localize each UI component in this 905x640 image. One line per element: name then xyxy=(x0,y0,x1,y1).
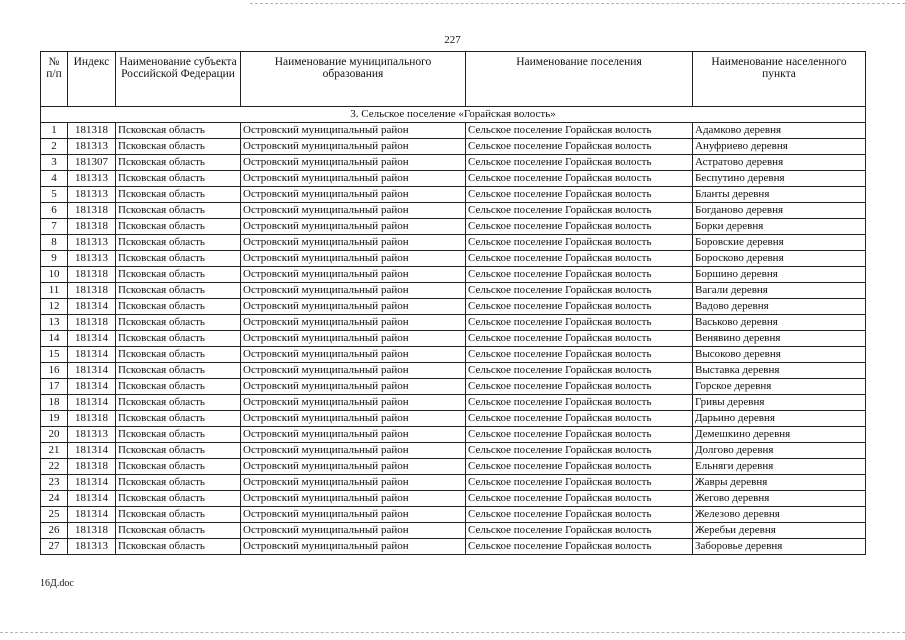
cell-locality: Демешкино деревня xyxy=(693,427,866,443)
cell-settlement: Сельское поселение Горайская волость xyxy=(466,363,693,379)
table-row xyxy=(41,507,866,523)
cell-locality: Гривы деревня xyxy=(693,395,866,411)
cell-settlement: Сельское поселение Горайская волость xyxy=(466,251,693,267)
cell-num: 6 xyxy=(41,203,68,219)
cell-subject: Псковская область xyxy=(116,283,241,299)
cell-settlement: Сельское поселение Горайская волость xyxy=(466,331,693,347)
cell-settlement: Сельское поселение Горайская волость xyxy=(466,395,693,411)
cell-settlement: Сельское поселение Горайская волость xyxy=(466,203,693,219)
cell-locality: Богданово деревня xyxy=(693,203,866,219)
cell-subject: Псковская область xyxy=(116,507,241,523)
table-row xyxy=(41,539,866,555)
cell-index: 181318 xyxy=(68,203,116,219)
cell-index: 181314 xyxy=(68,507,116,523)
cell-settlement: Сельское поселение Горайская волость xyxy=(466,507,693,523)
cell-index: 181314 xyxy=(68,363,116,379)
cell-num: 24 xyxy=(41,491,68,507)
table-row xyxy=(41,299,866,315)
cell-municipality: Островский муниципальный район xyxy=(241,443,466,459)
scan-artifact-bottom xyxy=(0,632,905,633)
cell-locality: Жавры деревня xyxy=(693,475,866,491)
cell-index: 181318 xyxy=(68,219,116,235)
table-row xyxy=(41,395,866,411)
cell-locality: Долгово деревня xyxy=(693,443,866,459)
cell-locality: Жеребьи деревня xyxy=(693,523,866,539)
cell-index: 181313 xyxy=(68,251,116,267)
cell-municipality: Островский муниципальный район xyxy=(241,123,466,139)
cell-locality: Ануфриево деревня xyxy=(693,139,866,155)
cell-index: 181314 xyxy=(68,379,116,395)
cell-municipality: Островский муниципальный район xyxy=(241,171,466,187)
cell-municipality: Островский муниципальный район xyxy=(241,139,466,155)
cell-index: 181314 xyxy=(68,347,116,363)
cell-index: 181307 xyxy=(68,155,116,171)
cell-municipality: Островский муниципальный район xyxy=(241,283,466,299)
cell-municipality: Островский муниципальный район xyxy=(241,203,466,219)
cell-subject: Псковская область xyxy=(116,395,241,411)
cell-settlement: Сельское поселение Горайская волость xyxy=(466,475,693,491)
cell-num: 8 xyxy=(41,235,68,251)
cell-index: 181314 xyxy=(68,299,116,315)
cell-index: 181318 xyxy=(68,315,116,331)
table-header-row xyxy=(41,52,866,107)
header-municipality: Наименование муниципального образования xyxy=(241,52,466,107)
cell-locality: Железово деревня xyxy=(693,507,866,523)
cell-index: 181318 xyxy=(68,523,116,539)
cell-municipality: Островский муниципальный район xyxy=(241,507,466,523)
cell-locality: Беспутино деревня xyxy=(693,171,866,187)
section-title: 3. Сельское поселение «Горайская волость» xyxy=(41,107,866,123)
cell-subject: Псковская область xyxy=(116,203,241,219)
cell-settlement: Сельское поселение Горайская волость xyxy=(466,299,693,315)
cell-locality: Горское деревня xyxy=(693,379,866,395)
cell-index: 181314 xyxy=(68,395,116,411)
header-subject: Наименование субъекта Российской Федерации xyxy=(116,52,241,107)
cell-municipality: Островский муниципальный район xyxy=(241,331,466,347)
cell-subject: Псковская область xyxy=(116,315,241,331)
cell-num: 12 xyxy=(41,299,68,315)
cell-settlement: Сельское поселение Горайская волость xyxy=(466,411,693,427)
cell-num: 11 xyxy=(41,283,68,299)
cell-municipality: Островский муниципальный район xyxy=(241,347,466,363)
cell-settlement: Сельское поселение Горайская волость xyxy=(466,427,693,443)
cell-settlement: Сельское поселение Горайская волость xyxy=(466,491,693,507)
cell-settlement: Сельское поселение Горайская волость xyxy=(466,539,693,555)
cell-municipality: Островский муниципальный район xyxy=(241,299,466,315)
table-row xyxy=(41,251,866,267)
cell-municipality: Островский муниципальный район xyxy=(241,539,466,555)
footer-filename: 16Д.doc xyxy=(40,578,74,589)
cell-num: 15 xyxy=(41,347,68,363)
cell-subject: Псковская область xyxy=(116,331,241,347)
cell-index: 181318 xyxy=(68,459,116,475)
cell-municipality: Островский муниципальный район xyxy=(241,475,466,491)
cell-locality: Жегово деревня xyxy=(693,491,866,507)
table-row xyxy=(41,523,866,539)
table-row xyxy=(41,283,866,299)
cell-locality: Вагали деревня xyxy=(693,283,866,299)
cell-num: 22 xyxy=(41,459,68,475)
cell-subject: Псковская область xyxy=(116,379,241,395)
cell-municipality: Островский муниципальный район xyxy=(241,251,466,267)
cell-municipality: Островский муниципальный район xyxy=(241,155,466,171)
cell-subject: Псковская область xyxy=(116,475,241,491)
cell-num: 20 xyxy=(41,427,68,443)
cell-locality: Борки деревня xyxy=(693,219,866,235)
cell-municipality: Островский муниципальный район xyxy=(241,267,466,283)
cell-municipality: Островский муниципальный район xyxy=(241,363,466,379)
cell-settlement: Сельское поселение Горайская волость xyxy=(466,443,693,459)
cell-num: 2 xyxy=(41,139,68,155)
cell-locality: Боросково деревня xyxy=(693,251,866,267)
cell-index: 181314 xyxy=(68,475,116,491)
cell-locality: Боровские деревня xyxy=(693,235,866,251)
cell-settlement: Сельское поселение Горайская волость xyxy=(466,283,693,299)
table-row xyxy=(41,235,866,251)
cell-index: 181318 xyxy=(68,283,116,299)
table-row xyxy=(41,491,866,507)
section-title-row xyxy=(41,107,866,123)
cell-num: 14 xyxy=(41,331,68,347)
cell-settlement: Сельское поселение Горайская волость xyxy=(466,235,693,251)
header-num: № п/п xyxy=(41,52,68,107)
cell-index: 181318 xyxy=(68,411,116,427)
cell-settlement: Сельское поселение Горайская волость xyxy=(466,219,693,235)
cell-num: 21 xyxy=(41,443,68,459)
cell-subject: Псковская область xyxy=(116,411,241,427)
cell-num: 25 xyxy=(41,507,68,523)
table-row xyxy=(41,315,866,331)
cell-settlement: Сельское поселение Горайская волость xyxy=(466,523,693,539)
cell-index: 181313 xyxy=(68,539,116,555)
cell-municipality: Островский муниципальный район xyxy=(241,395,466,411)
cell-municipality: Островский муниципальный район xyxy=(241,411,466,427)
scan-artifact-top xyxy=(250,3,905,4)
cell-locality: Бланты деревня xyxy=(693,187,866,203)
table-row xyxy=(41,219,866,235)
cell-municipality: Островский муниципальный район xyxy=(241,523,466,539)
cell-index: 181314 xyxy=(68,443,116,459)
cell-num: 1 xyxy=(41,123,68,139)
cell-num: 3 xyxy=(41,155,68,171)
cell-index: 181318 xyxy=(68,123,116,139)
table-row xyxy=(41,155,866,171)
cell-locality: Дарьино деревня xyxy=(693,411,866,427)
cell-settlement: Сельское поселение Горайская волость xyxy=(466,171,693,187)
cell-num: 19 xyxy=(41,411,68,427)
cell-index: 181314 xyxy=(68,491,116,507)
cell-municipality: Островский муниципальный район xyxy=(241,219,466,235)
table-row xyxy=(41,427,866,443)
cell-municipality: Островский муниципальный район xyxy=(241,491,466,507)
page-number: 227 xyxy=(444,34,461,46)
cell-locality: Венявино деревня xyxy=(693,331,866,347)
cell-subject: Псковская область xyxy=(116,459,241,475)
localities-table xyxy=(40,51,866,555)
cell-index: 181313 xyxy=(68,187,116,203)
cell-locality: Вадово деревня xyxy=(693,299,866,315)
cell-settlement: Сельское поселение Горайская волость xyxy=(466,315,693,331)
cell-settlement: Сельское поселение Горайская волость xyxy=(466,267,693,283)
cell-settlement: Сельское поселение Горайская волость xyxy=(466,459,693,475)
cell-municipality: Островский муниципальный район xyxy=(241,187,466,203)
cell-num: 4 xyxy=(41,171,68,187)
table-row xyxy=(41,443,866,459)
table-row xyxy=(41,331,866,347)
table-row xyxy=(41,475,866,491)
cell-municipality: Островский муниципальный район xyxy=(241,459,466,475)
cell-settlement: Сельское поселение Горайская волость xyxy=(466,155,693,171)
cell-index: 181318 xyxy=(68,267,116,283)
table-row xyxy=(41,459,866,475)
header-index: Индекс xyxy=(68,52,116,107)
cell-index: 181313 xyxy=(68,139,116,155)
cell-num: 9 xyxy=(41,251,68,267)
cell-subject: Псковская область xyxy=(116,139,241,155)
cell-num: 26 xyxy=(41,523,68,539)
cell-subject: Псковская область xyxy=(116,187,241,203)
cell-index: 181314 xyxy=(68,331,116,347)
cell-subject: Псковская область xyxy=(116,219,241,235)
cell-num: 10 xyxy=(41,267,68,283)
cell-subject: Псковская область xyxy=(116,539,241,555)
cell-locality: Васьково деревня xyxy=(693,315,866,331)
cell-num: 7 xyxy=(41,219,68,235)
cell-num: 27 xyxy=(41,539,68,555)
cell-subject: Псковская область xyxy=(116,267,241,283)
cell-municipality: Островский муниципальный район xyxy=(241,315,466,331)
cell-num: 23 xyxy=(41,475,68,491)
table-row xyxy=(41,139,866,155)
cell-municipality: Островский муниципальный район xyxy=(241,379,466,395)
cell-locality: Высоково деревня xyxy=(693,347,866,363)
table-row xyxy=(41,187,866,203)
cell-num: 13 xyxy=(41,315,68,331)
cell-settlement: Сельское поселение Горайская волость xyxy=(466,139,693,155)
cell-num: 5 xyxy=(41,187,68,203)
cell-municipality: Островский муниципальный район xyxy=(241,427,466,443)
table-row xyxy=(41,411,866,427)
cell-subject: Псковская область xyxy=(116,299,241,315)
table-row xyxy=(41,203,866,219)
cell-settlement: Сельское поселение Горайская волость xyxy=(466,187,693,203)
cell-settlement: Сельское поселение Горайская волость xyxy=(466,123,693,139)
cell-subject: Псковская область xyxy=(116,251,241,267)
cell-index: 181313 xyxy=(68,171,116,187)
cell-subject: Псковская область xyxy=(116,155,241,171)
cell-num: 16 xyxy=(41,363,68,379)
cell-settlement: Сельское поселение Горайская волость xyxy=(466,347,693,363)
cell-num: 18 xyxy=(41,395,68,411)
cell-subject: Псковская область xyxy=(116,491,241,507)
table-row xyxy=(41,171,866,187)
table-row xyxy=(41,379,866,395)
cell-num: 17 xyxy=(41,379,68,395)
cell-locality: Выставка деревня xyxy=(693,363,866,379)
cell-locality: Боршино деревня xyxy=(693,267,866,283)
cell-locality: Ельняги деревня xyxy=(693,459,866,475)
cell-municipality: Островский муниципальный район xyxy=(241,235,466,251)
cell-locality: Астратово деревня xyxy=(693,155,866,171)
cell-index: 181313 xyxy=(68,235,116,251)
cell-settlement: Сельское поселение Горайская волость xyxy=(466,379,693,395)
cell-subject: Псковская область xyxy=(116,235,241,251)
table-row xyxy=(41,347,866,363)
cell-locality: Заборовье деревня xyxy=(693,539,866,555)
header-locality: Наименование населенного пункта xyxy=(693,52,866,107)
table-row xyxy=(41,267,866,283)
table-row xyxy=(41,123,866,139)
cell-subject: Псковская область xyxy=(116,363,241,379)
cell-locality: Адамково деревня xyxy=(693,123,866,139)
cell-subject: Псковская область xyxy=(116,523,241,539)
header-settlement: Наименование поселения xyxy=(466,52,693,107)
cell-subject: Псковская область xyxy=(116,443,241,459)
cell-subject: Псковская область xyxy=(116,123,241,139)
cell-index: 181313 xyxy=(68,427,116,443)
cell-subject: Псковская область xyxy=(116,427,241,443)
table-row xyxy=(41,363,866,379)
cell-subject: Псковская область xyxy=(116,171,241,187)
cell-subject: Псковская область xyxy=(116,347,241,363)
